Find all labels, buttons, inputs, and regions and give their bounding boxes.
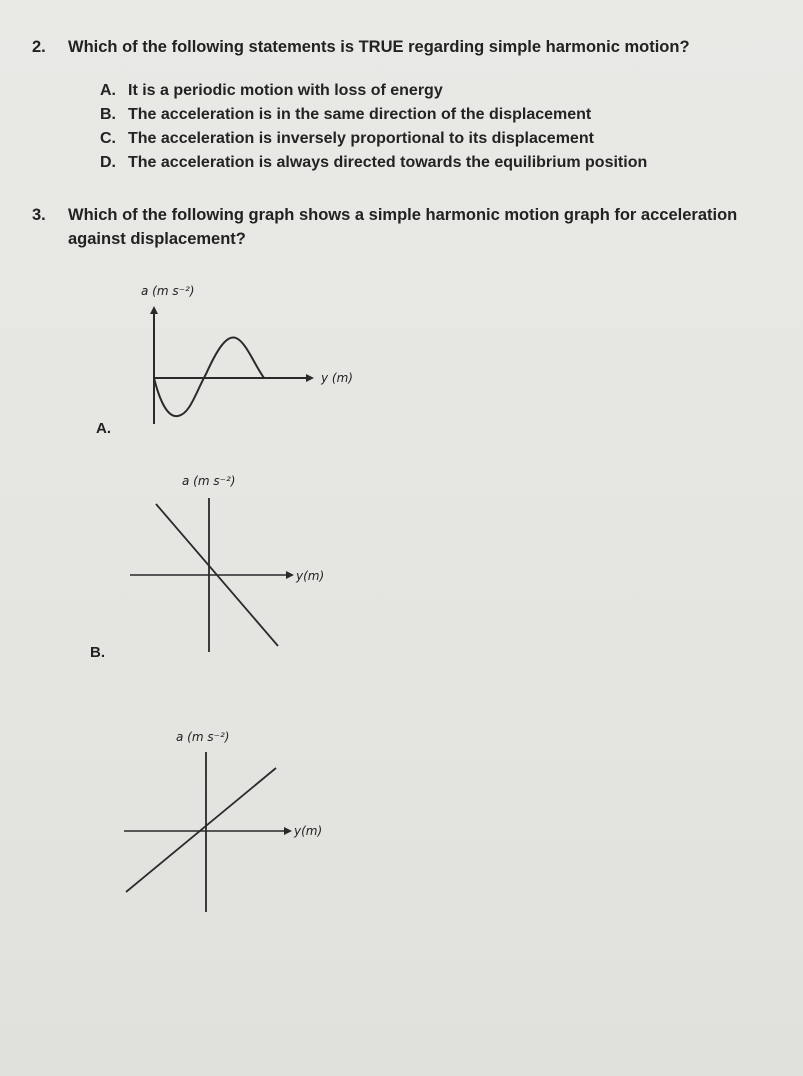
graph-a-sine-curve [154,337,264,416]
graph-c-y-label: a (m s⁻²) [176,730,230,744]
graph-b-y-label: a (m s⁻²) [182,474,236,488]
question-2 [32,36,690,58]
q2-option-b-letter: B. [100,106,116,123]
graph-b-x-label: y(m) [296,569,325,583]
graph-b [120,492,320,662]
question-3-text-line1: Which of the following graph shows a simple harmonic motion graph for acceleration [68,206,738,224]
q2-option-a-text: It is a periodic motion with loss of energy [128,82,443,99]
question-3-text-line2: against displacement? [68,230,246,248]
graph-c-x-label: y(m) [294,824,323,838]
q2-option-c [100,128,594,150]
question-2-text: Which of the following statements is TRUE regarding simple harmonic motion? [68,38,690,56]
question-3 [32,204,737,226]
q2-option-a [100,80,443,102]
question-3-line2-wrap [68,228,246,250]
question-3-number: 3. [32,206,46,224]
graph-c [120,748,323,918]
graph-c-line [126,768,276,892]
q2-option-b-text: The acceleration is in the same direction of the displacement [128,106,592,123]
choice-b-letter: B. [90,644,105,661]
q2-option-d [100,152,647,174]
q2-option-d-letter: D. [100,154,116,171]
q2-option-c-text: The acceleration is inversely proportional to its displacement [128,130,594,147]
q2-option-c-letter: C. [100,130,116,147]
graph-a-x-label: y (m) [321,371,353,385]
graph-a-y-arrowhead [150,306,158,314]
q2-option-a-letter: A. [100,82,116,99]
choice-a-letter: A. [96,420,111,437]
q2-option-d-text: The acceleration is always directed towards the equilibrium position [128,154,648,171]
graph-a-x-arrowhead [306,374,314,382]
graph-b-x-arrowhead [286,571,294,579]
question-2-number: 2. [32,38,46,56]
graph-a-y-label: a (m s⁻²) [141,284,195,298]
graph-c-x-arrowhead [284,827,292,835]
q2-option-b [100,104,591,126]
